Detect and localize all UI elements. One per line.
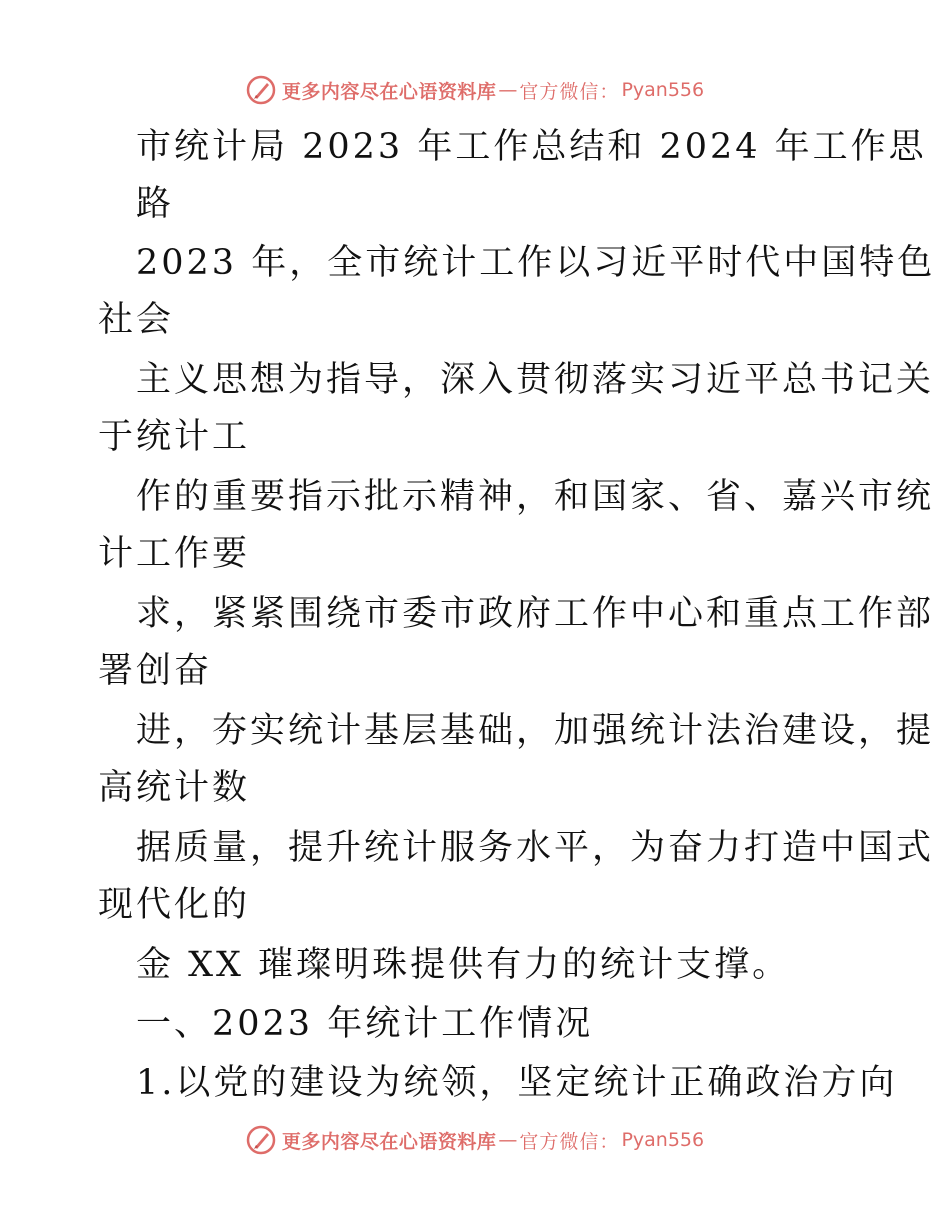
paragraph-line: 署创奋: [98, 651, 213, 691]
title-line-2: 路: [136, 184, 175, 224]
watermark-wechat-label: 官方微信：: [519, 1130, 620, 1153]
paragraph-line: 进，夯实统计基层基础，加强统计法治建设，提: [136, 711, 935, 751]
quill-logo-icon: [246, 1125, 276, 1155]
paragraph-line: 于统计工: [98, 417, 251, 457]
section-heading: 一、2023 年统计工作情况: [136, 1004, 594, 1044]
subsection-heading: 1.以党的建设为统领，坚定统计正确政治方向: [136, 1063, 898, 1103]
watermark-header: [0, 70, 950, 110]
watermark-wechat-id: Pyan556: [621, 1129, 705, 1151]
watermark-wechat-id: Pyan556: [621, 79, 705, 101]
paragraph-line: 现代化的: [98, 885, 251, 925]
watermark-separator: —: [498, 1129, 518, 1151]
paragraph-line: 2023 年，全市统计工作以习近平时代中国特色: [136, 243, 936, 283]
paragraph-line: 主义思想为指导，深入贯彻落实习近平总书记关: [136, 360, 935, 400]
paragraph-line: 社会: [98, 300, 175, 340]
watermark-footer: [0, 1120, 950, 1160]
paragraph-line: 高统计数: [98, 768, 251, 808]
paragraph-line: 据质量，提升统计服务水平，为奋力打造中国式: [136, 828, 935, 868]
paragraph-line: 金 XX 璀璨明珠提供有力的统计支撑。: [136, 945, 791, 985]
watermark-text: 更多内容尽在心语资料库: [281, 80, 497, 103]
watermark-separator: —: [498, 79, 518, 101]
paragraph-line: 作的重要指示批示精神，和国家、省、嘉兴市统: [136, 477, 935, 517]
paragraph-line: 求，紧紧围绕市委市政府工作中心和重点工作部: [136, 594, 935, 634]
quill-logo-icon: [246, 75, 276, 105]
paragraph-line: 计工作要: [98, 534, 251, 574]
title-line-1: 市统计局 2023 年工作总结和 2024 年工作思: [136, 127, 927, 167]
watermark-wechat-label: 官方微信：: [519, 80, 620, 103]
watermark-text: 更多内容尽在心语资料库: [281, 1130, 497, 1153]
